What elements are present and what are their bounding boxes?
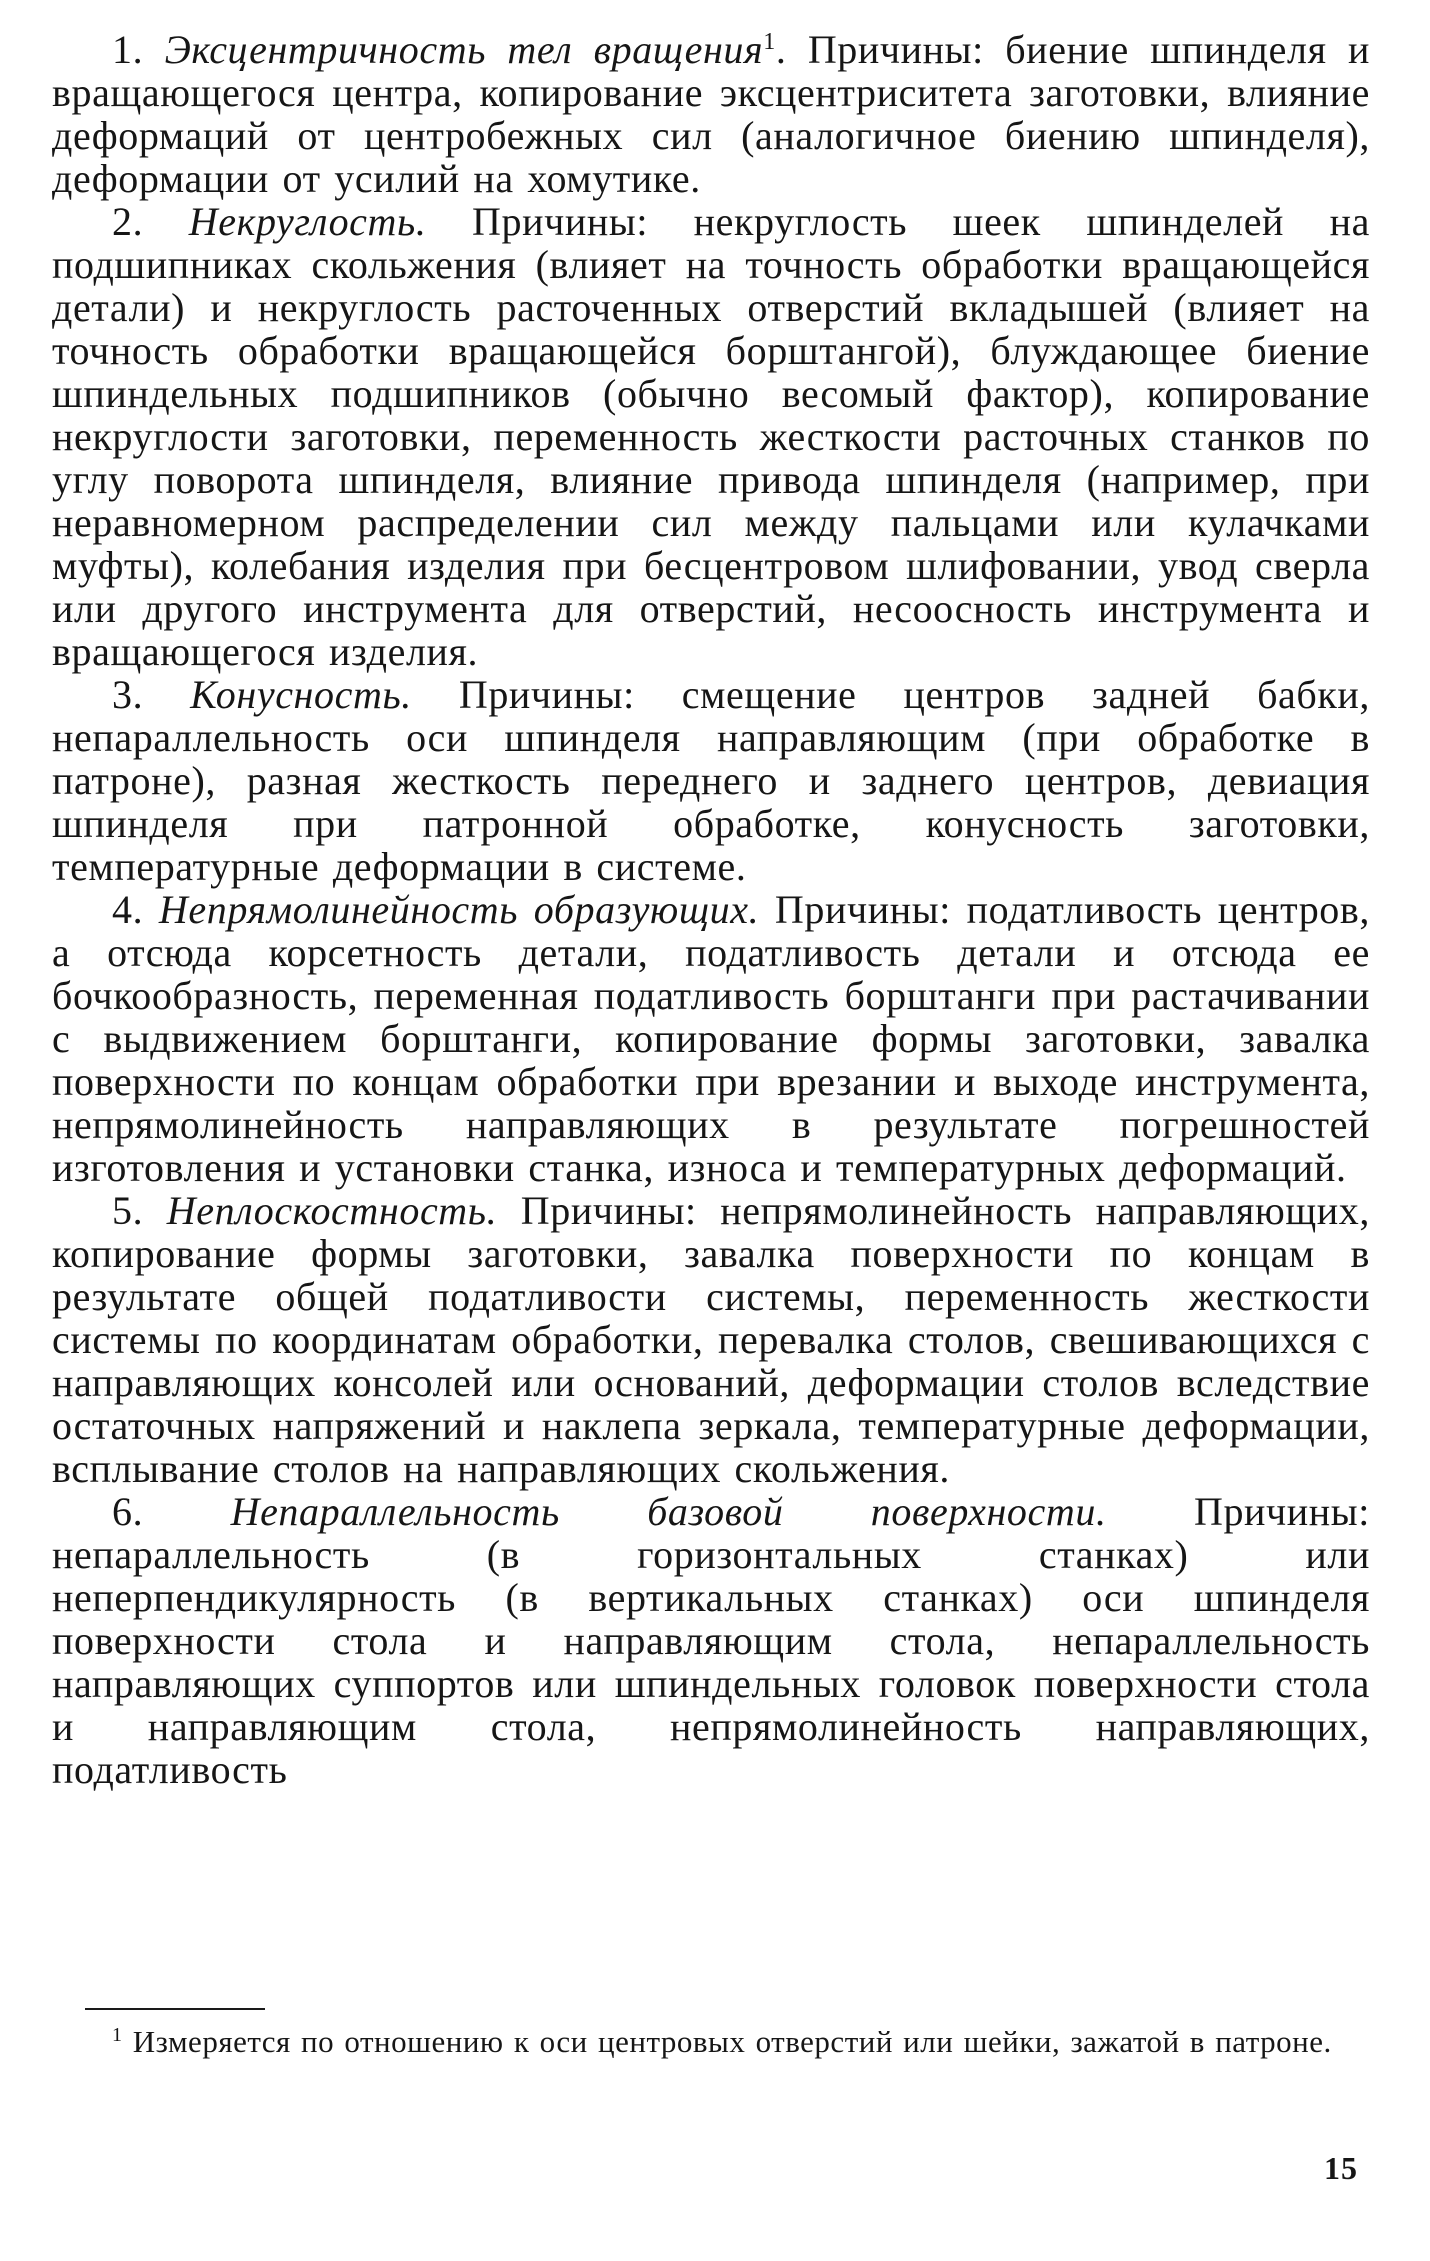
footnote <box>52 2022 1370 2062</box>
paragraph-text: Причины: некруглость шеек шпинделей на подшипниках скольжения (влияет на точность обработки вращающейся детали) и некруглость расточенных отверстий вкладышей (влияет на точность обработки вращающейся борштангой), блуждающее биение шпиндельных подшипников (обычно весомый фактор), копирование некруглости заготовки, переменность жесткости расточных станков по углу поворота шпинделя, влияние привода шпинделя (например, при неравномерном распределении сил между пальцами или кулачками муфты), колебания изделия при бесцентровом шлифовании, увод сверла или другого инструмента для отверстий, несоосность инструмента и вращающегося изделия. <box>52 199 1370 674</box>
paragraph-number: 2. <box>112 199 144 244</box>
paragraph-term: Эксцентричность тел вращения <box>164 27 764 72</box>
footnote-marker: 1 <box>112 2024 123 2046</box>
paragraph-number: 1. <box>112 27 144 72</box>
paragraph-term: Непараллельность базовой поверхности. <box>230 1489 1107 1534</box>
footnote-divider <box>85 2008 265 2010</box>
footnote-text: Измеряется по отношению к оси центровых отверстий или шейки, зажатой в патроне. <box>132 2024 1332 2059</box>
paragraph-non-flatness <box>52 1189 1370 1490</box>
paragraph-term: Непрямолинейность образующих. <box>158 887 760 932</box>
paragraph-text: Причины: непараллельность (в горизонтальных станках) или неперпендикулярность (в вертикальных станках) оси шпинделя поверхности стола и направляющим стола, непараллельность направляющих суппортов или шпиндельных головок поверхности стола и направляющим стола, непрямолинейность направляющих, податливость <box>52 1489 1370 1792</box>
paragraph-term: Неплоскостность. <box>166 1188 498 1233</box>
page-body <box>52 28 1370 1791</box>
footnote-reference: 1 <box>763 29 776 55</box>
page-number: 15 <box>1324 2150 1358 2186</box>
paragraph-term: Некруглость. <box>188 199 427 244</box>
paragraph-number: 3. <box>112 672 144 717</box>
paragraph-term: Конусность. <box>190 672 412 717</box>
paragraph-taper <box>52 673 1370 888</box>
paragraph-non-straightness <box>52 888 1370 1189</box>
paragraph-text: Причины: смещение центров задней бабки, непараллельность оси шпинделя направляющим (при обработке в патроне), разная жесткость переднего и заднего центров, девиация шпинделя при патронной обработке, конусность заготовки, температурные деформации в системе. <box>52 672 1370 889</box>
paragraph-text: Причины: непрямолинейность направляющих, копирование формы заготовки, завалка поверхности по концам в результате общей податливости системы, переменность жесткости системы по координатам обработки, перевалка столов, свешивающихся с направляющих консолей или оснований, деформации столов вследствие остаточных напряжений и наклепа зеркала, температурные деформации, всплывание столов на направляющих скольжения. <box>52 1188 1370 1491</box>
paragraph-number: 5. <box>112 1188 144 1233</box>
paragraph-number: 6. <box>112 1489 144 1534</box>
paragraph-eccentricity <box>52 28 1370 200</box>
paragraph-text: Причины: податливость центров, а отсюда корсетность детали, податливость детали и отсюда ее бочкообразность, переменная податливость борштанги при растачивании с выдвижением борштанги, копирование формы заготовки, завалка поверхности по концам обработки при врезании и выходе инструмента, непрямолинейность направляющих в результате погрешностей изготовления и установки станка, износа и температурных деформаций. <box>52 887 1370 1190</box>
paragraph-non-parallelism <box>52 1490 1370 1791</box>
paragraph-out-of-roundness <box>52 200 1370 673</box>
paragraph-number: 4. <box>112 887 144 932</box>
paragraph-text: . Причины: биение шпинделя и вращающегося центра, копирование эксцентриситета заготовки, влияние деформаций от центробежных сил (аналогичное биению шпинделя), деформации от усилий на хомутике. <box>52 27 1370 201</box>
